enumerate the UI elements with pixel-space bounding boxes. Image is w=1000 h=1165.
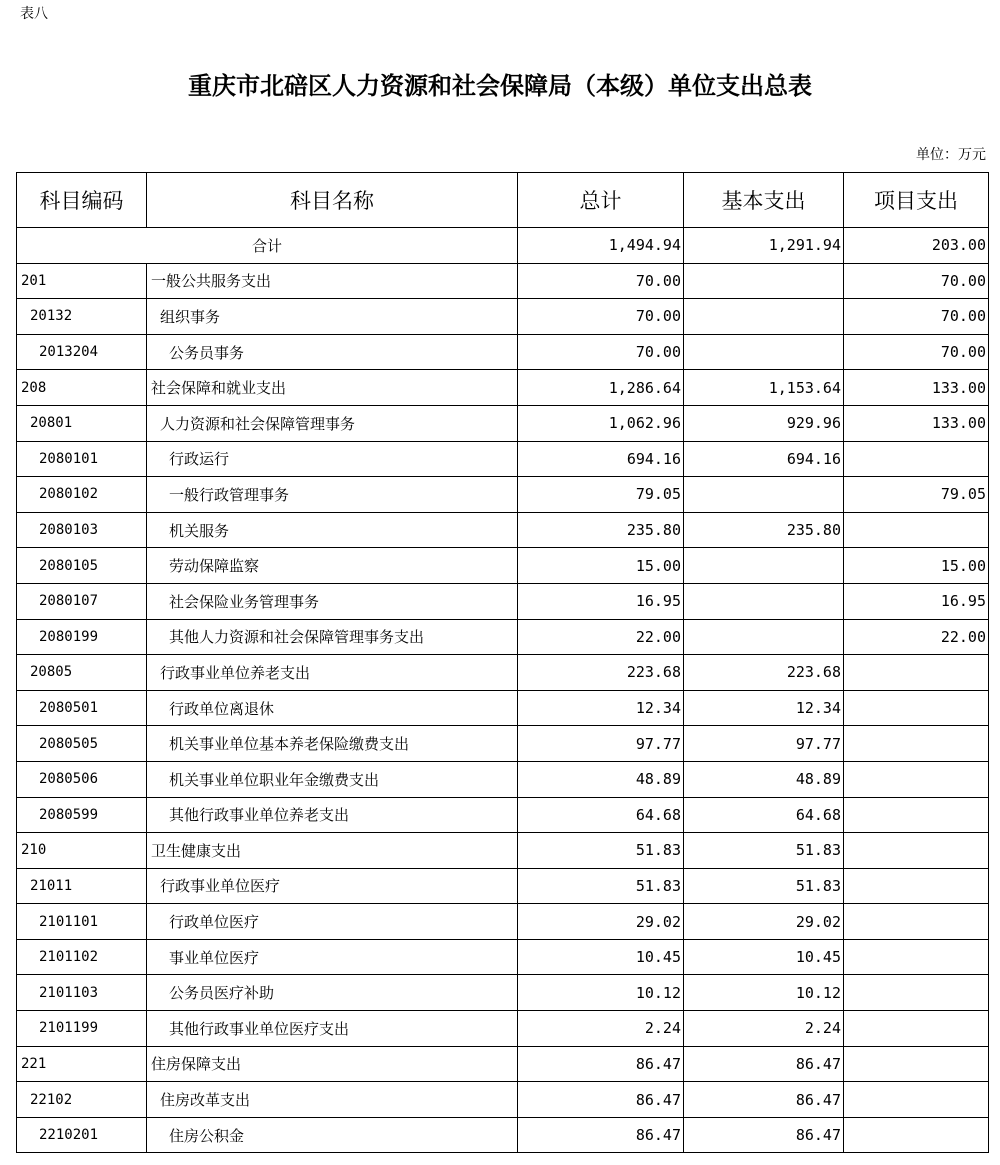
code-cell: 2101102 xyxy=(17,939,147,975)
basic-cell: 929.96 xyxy=(684,405,844,441)
basic-cell: 86.47 xyxy=(684,1117,844,1153)
total-basic-cell: 1,291.94 xyxy=(684,228,844,264)
total-cell: 97.77 xyxy=(518,726,684,762)
total-cell: 70.00 xyxy=(518,334,684,370)
basic-cell: 235.80 xyxy=(684,512,844,548)
total-cell: 223.68 xyxy=(518,655,684,691)
table-row xyxy=(17,690,989,726)
unit-label: 单位：万元 xyxy=(916,147,986,163)
basic-cell: 97.77 xyxy=(684,726,844,762)
basic-cell xyxy=(684,334,844,370)
name-cell: 行政运行 xyxy=(147,441,518,477)
total-cell: 10.12 xyxy=(518,975,684,1011)
project-cell: 70.00 xyxy=(844,263,989,299)
project-cell xyxy=(844,1082,989,1118)
total-cell: 86.47 xyxy=(518,1046,684,1082)
code-cell: 2080501 xyxy=(17,690,147,726)
total-row xyxy=(17,228,989,264)
basic-cell: 10.45 xyxy=(684,939,844,975)
basic-cell xyxy=(684,548,844,584)
project-cell: 70.00 xyxy=(844,299,989,335)
code-cell: 208 xyxy=(17,370,147,406)
table-row xyxy=(17,334,989,370)
code-cell: 2080102 xyxy=(17,477,147,513)
table-row xyxy=(17,263,989,299)
name-cell: 社会保障和就业支出 xyxy=(147,370,518,406)
total-cell: 86.47 xyxy=(518,1082,684,1118)
expenditure-table xyxy=(16,172,989,1153)
name-cell: 一般公共服务支出 xyxy=(147,263,518,299)
code-cell: 21011 xyxy=(17,868,147,904)
table-row xyxy=(17,761,989,797)
project-cell: 133.00 xyxy=(844,405,989,441)
project-cell: 16.95 xyxy=(844,583,989,619)
page-title: 重庆市北碚区人力资源和社会保障局（本级）单位支出总表 xyxy=(188,71,812,100)
name-cell: 劳动保障监察 xyxy=(147,548,518,584)
project-cell: 79.05 xyxy=(844,477,989,513)
total-cell: 79.05 xyxy=(518,477,684,513)
project-cell: 70.00 xyxy=(844,334,989,370)
total-cell: 694.16 xyxy=(518,441,684,477)
total-cell: 2.24 xyxy=(518,1011,684,1047)
code-cell: 20132 xyxy=(17,299,147,335)
basic-cell: 223.68 xyxy=(684,655,844,691)
table-row xyxy=(17,975,989,1011)
name-cell: 住房改革支出 xyxy=(147,1082,518,1118)
code-cell: 210 xyxy=(17,833,147,869)
table-row xyxy=(17,868,989,904)
basic-cell: 48.89 xyxy=(684,761,844,797)
name-cell: 其他人力资源和社会保障管理事务支出 xyxy=(147,619,518,655)
code-cell: 2013204 xyxy=(17,334,147,370)
code-cell: 2080105 xyxy=(17,548,147,584)
basic-cell: 29.02 xyxy=(684,904,844,940)
name-cell: 社会保险业务管理事务 xyxy=(147,583,518,619)
project-cell xyxy=(844,655,989,691)
project-cell xyxy=(844,512,989,548)
header-code: 科目编码 xyxy=(17,173,147,228)
project-cell xyxy=(844,975,989,1011)
code-cell: 2080103 xyxy=(17,512,147,548)
project-cell: 22.00 xyxy=(844,619,989,655)
table-row xyxy=(17,512,989,548)
code-cell: 2080107 xyxy=(17,583,147,619)
basic-cell: 86.47 xyxy=(684,1082,844,1118)
total-cell: 29.02 xyxy=(518,904,684,940)
project-cell xyxy=(844,797,989,833)
project-cell xyxy=(844,1011,989,1047)
total-cell: 12.34 xyxy=(518,690,684,726)
code-cell: 22102 xyxy=(17,1082,147,1118)
project-cell xyxy=(844,690,989,726)
code-cell: 2080505 xyxy=(17,726,147,762)
project-cell: 15.00 xyxy=(844,548,989,584)
code-cell: 20805 xyxy=(17,655,147,691)
name-cell: 机关事业单位基本养老保险缴费支出 xyxy=(147,726,518,762)
header-row xyxy=(17,173,989,228)
basic-cell: 51.83 xyxy=(684,833,844,869)
name-cell: 机关事业单位职业年金缴费支出 xyxy=(147,761,518,797)
total-cell: 235.80 xyxy=(518,512,684,548)
basic-cell: 694.16 xyxy=(684,441,844,477)
total-total-cell: 1,494.94 xyxy=(518,228,684,264)
name-cell: 人力资源和社会保障管理事务 xyxy=(147,405,518,441)
project-cell xyxy=(844,904,989,940)
total-cell: 64.68 xyxy=(518,797,684,833)
header-basic: 基本支出 xyxy=(684,173,844,228)
project-cell xyxy=(844,833,989,869)
name-cell: 机关服务 xyxy=(147,512,518,548)
basic-cell xyxy=(684,583,844,619)
table-row xyxy=(17,1046,989,1082)
name-cell: 行政事业单位医疗 xyxy=(147,868,518,904)
code-cell: 2080101 xyxy=(17,441,147,477)
total-project-cell: 203.00 xyxy=(844,228,989,264)
code-cell: 2080199 xyxy=(17,619,147,655)
table-row xyxy=(17,1082,989,1118)
table-row xyxy=(17,904,989,940)
table-row xyxy=(17,405,989,441)
basic-cell: 86.47 xyxy=(684,1046,844,1082)
name-cell: 组织事务 xyxy=(147,299,518,335)
project-cell xyxy=(844,939,989,975)
project-cell xyxy=(844,1117,989,1153)
table-row xyxy=(17,726,989,762)
table-row xyxy=(17,548,989,584)
code-cell: 2101199 xyxy=(17,1011,147,1047)
table-row xyxy=(17,1117,989,1153)
basic-cell xyxy=(684,477,844,513)
table-label: 表八 xyxy=(20,6,48,22)
code-cell: 2101103 xyxy=(17,975,147,1011)
code-cell: 2210201 xyxy=(17,1117,147,1153)
basic-cell: 51.83 xyxy=(684,868,844,904)
name-cell: 行政单位离退休 xyxy=(147,690,518,726)
name-cell: 卫生健康支出 xyxy=(147,833,518,869)
project-cell xyxy=(844,441,989,477)
name-cell: 事业单位医疗 xyxy=(147,939,518,975)
basic-cell xyxy=(684,299,844,335)
table-row xyxy=(17,370,989,406)
name-cell: 其他行政事业单位医疗支出 xyxy=(147,1011,518,1047)
project-cell xyxy=(844,761,989,797)
basic-cell: 2.24 xyxy=(684,1011,844,1047)
table-row xyxy=(17,477,989,513)
table-row xyxy=(17,619,989,655)
code-cell: 2101101 xyxy=(17,904,147,940)
code-cell: 2080599 xyxy=(17,797,147,833)
basic-cell: 12.34 xyxy=(684,690,844,726)
basic-cell: 64.68 xyxy=(684,797,844,833)
header-total: 总计 xyxy=(518,173,684,228)
table-row xyxy=(17,655,989,691)
code-cell: 2080506 xyxy=(17,761,147,797)
name-cell: 住房公积金 xyxy=(147,1117,518,1153)
name-cell: 公务员事务 xyxy=(147,334,518,370)
basic-cell: 1,153.64 xyxy=(684,370,844,406)
project-cell: 133.00 xyxy=(844,370,989,406)
code-cell: 20801 xyxy=(17,405,147,441)
total-cell: 10.45 xyxy=(518,939,684,975)
project-cell xyxy=(844,868,989,904)
table-row xyxy=(17,299,989,335)
total-cell: 22.00 xyxy=(518,619,684,655)
name-cell: 住房保障支出 xyxy=(147,1046,518,1082)
total-cell: 16.95 xyxy=(518,583,684,619)
total-cell: 1,062.96 xyxy=(518,405,684,441)
code-cell: 201 xyxy=(17,263,147,299)
project-cell xyxy=(844,726,989,762)
total-cell: 70.00 xyxy=(518,299,684,335)
total-cell: 70.00 xyxy=(518,263,684,299)
total-cell: 51.83 xyxy=(518,833,684,869)
name-cell: 一般行政管理事务 xyxy=(147,477,518,513)
name-cell: 行政事业单位养老支出 xyxy=(147,655,518,691)
total-cell: 15.00 xyxy=(518,548,684,584)
total-label: 合计 xyxy=(17,228,518,264)
header-project: 项目支出 xyxy=(844,173,989,228)
total-cell: 86.47 xyxy=(518,1117,684,1153)
table-row xyxy=(17,797,989,833)
table-row xyxy=(17,441,989,477)
total-cell: 1,286.64 xyxy=(518,370,684,406)
table-row xyxy=(17,1011,989,1047)
basic-cell xyxy=(684,619,844,655)
table-row xyxy=(17,833,989,869)
basic-cell: 10.12 xyxy=(684,975,844,1011)
header-name: 科目名称 xyxy=(147,173,518,228)
code-cell: 221 xyxy=(17,1046,147,1082)
total-cell: 48.89 xyxy=(518,761,684,797)
name-cell: 公务员医疗补助 xyxy=(147,975,518,1011)
name-cell: 其他行政事业单位养老支出 xyxy=(147,797,518,833)
basic-cell xyxy=(684,263,844,299)
name-cell: 行政单位医疗 xyxy=(147,904,518,940)
table-row xyxy=(17,583,989,619)
total-cell: 51.83 xyxy=(518,868,684,904)
project-cell xyxy=(844,1046,989,1082)
table-row xyxy=(17,939,989,975)
